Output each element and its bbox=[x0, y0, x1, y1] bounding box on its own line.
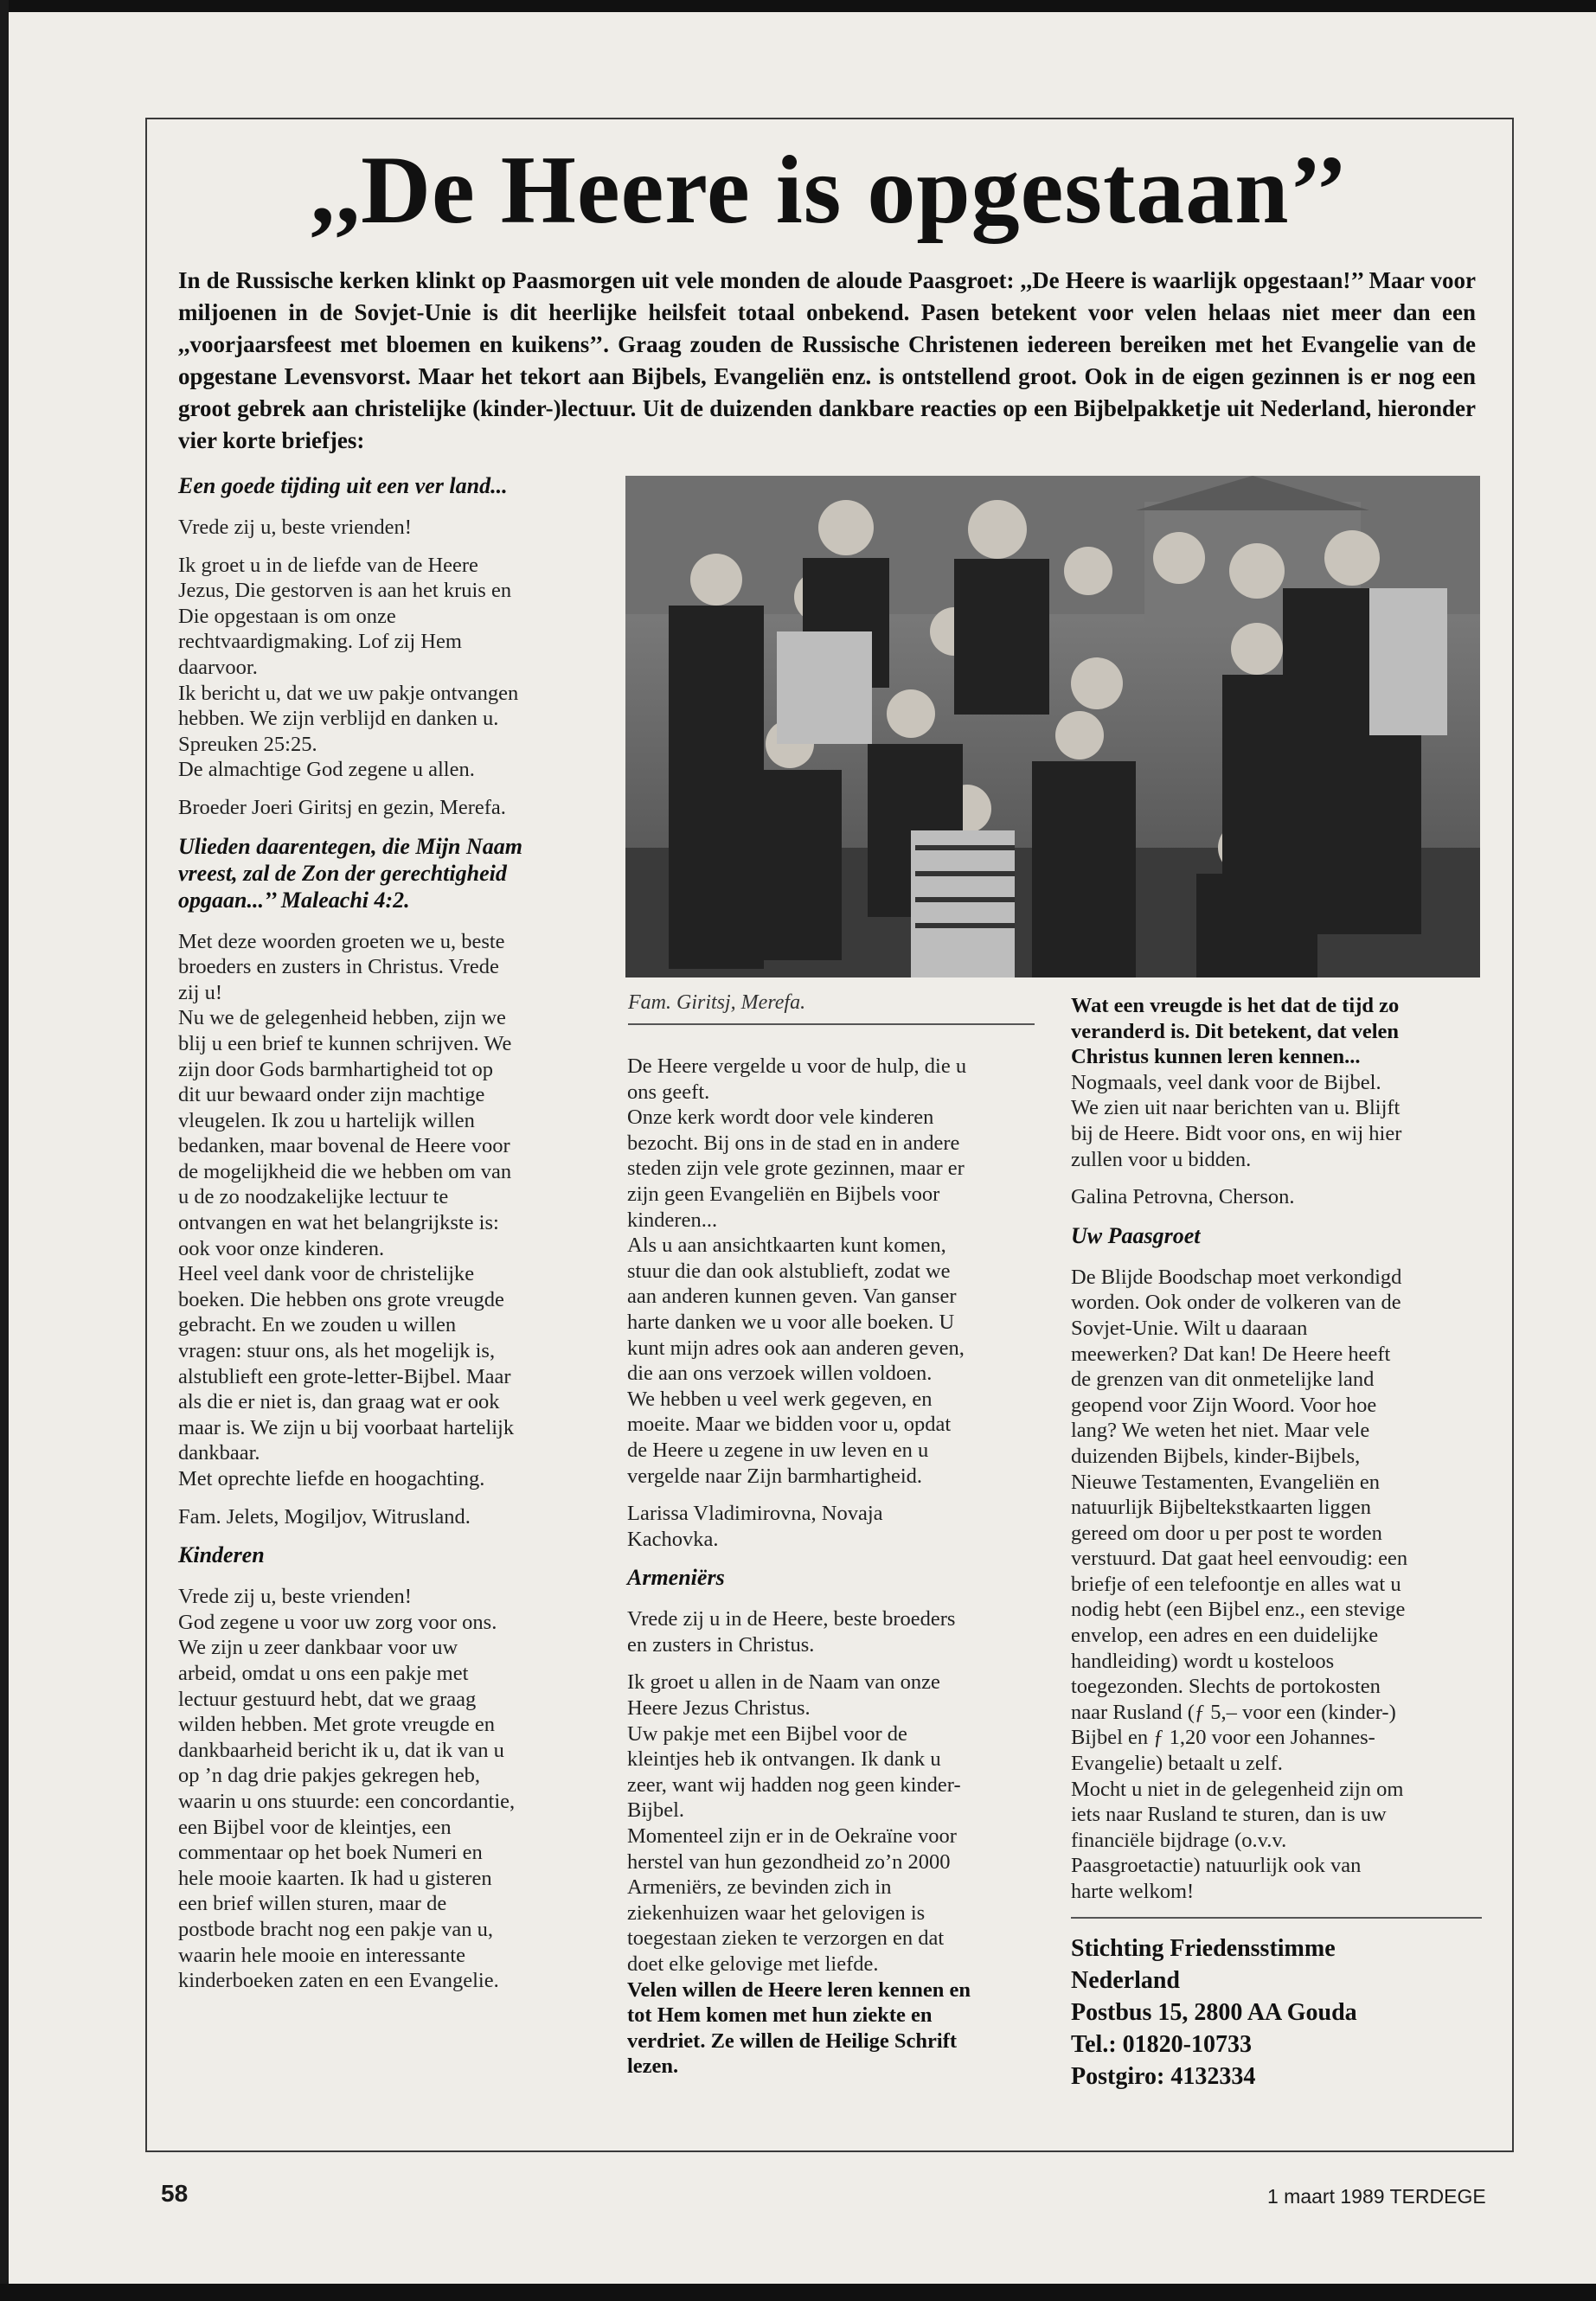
letter-1-signature: Broeder Joeri Giritsj en gezin, Merefa. bbox=[178, 795, 506, 819]
issue-info: 1 maart 1989 TERDEGE bbox=[1267, 2185, 1486, 2208]
letter-4-closing: Nogmaals, veel dank voor de Bijbel. We zien uit naar berichten van u. Blijft bij de Heere. Bidt voor ons, en wij hier zullen voor u bidden. bbox=[1071, 1070, 1402, 1171]
article-title: ,,De Heere is opgestaan’’ bbox=[311, 137, 1349, 244]
appeal-body: De Blijde Boodschap moet verkondigd worden. Ook onder de volkeren van de Sovjet-Unie. Wilt u daaraan meewerken? Dat kan! De Heere heeft de grenzen van dit onmetelijke land geopend voor Zijn Woord. Voor hoe lang? We weten het niet. Maar vele duizenden Bijbels, kinder-Bijbels, Nieuwe Testamenten, Evangeliën en natuurlijk Bijbeltekstkaarten liggen gereed om door u per post te worden verstuurd. Dat gaat heel eenvoudig: een briefje of een telefoontje en alles wat u nodig hebt (een Bijbel enz., een stevige envelop, een adres en een duidelijke handleiding) wordt u kosteloos toegezonden. Slechts de portokosten naar Rusland (ƒ 5,– voor een (kinder-) Bijbel en ƒ 1,20 voor een Johannes- Evangelie) betaalt u zelf. Mocht u niet in de gelegenheid zijn om iets naar Rusland te sturen, dan is uw financiële bijdrage (o.v.v. Paasgroetactie) natuurlijk ook van harte welkom! bbox=[1071, 1265, 1408, 1903]
address-divider bbox=[1071, 1917, 1482, 1919]
letter-4-signature: Galina Petrovna, Cherson. bbox=[1071, 1185, 1295, 1209]
photo-caption: Fam. Giritsj, Merefa. bbox=[628, 991, 1035, 1025]
letter-1-heading: Een goede tijding uit een ver land... bbox=[178, 473, 508, 498]
letter-2-body: Met deze woorden groeten we u, beste broeders en zusters in Christus. Vrede zij u! Nu we de gelegenheid hebben, zijn we blij u een brief te kunnen schrijven. We zijn door Gods barmhartigheid tot op dit uur bewaard onder zijn machtige vleugelen. Ik zou u hartelijk willen bedanken, maar bovenal de Heere voor de mogelijkheid die we hebben om van u de zo noodzakelijke lectuur te ontvangen en wat het belangrijkste is: ook voor onze kinderen. Heel veel dank voor de christelijke boeken. Die hebben ons grote vreugde gebracht. En we zouden u willen vragen: stuur ons, als het mogelijk is, alstublieft een grote-letter-Bijbel. Maar als die er niet is, dan graag wat er ook maar is. We zijn u bij voorbaat hartelijk dankbaar. Met oprechte liefde en hoogachting. bbox=[178, 929, 515, 1490]
letter-4-body: Ik groet u allen in de Naam van onze Heere Jezus Christus. Uw pakje met een Bijbel voor de kleintjes heb ik ontvangen. Ik dank u zeer, want wij hadden nog geen kinder- Bijbel. Momenteel zijn er in de Oekraïne voor herstel van hun gezondheid zo’n 2000 Armeniërs, ze bevinden zich in ziekenhuizen waar het gelovigen is toegestaan zieken te verzorgen en dat doet elke gelovige met liefde. bbox=[627, 1670, 961, 1976]
letter-3-signature: Larissa Vladimirovna, Novaja Kachovka. bbox=[627, 1502, 883, 1551]
column-3 bbox=[1071, 993, 1482, 2105]
letter-4-greeting: Vrede zij u in de Heere, beste broeders en zusters in Christus. bbox=[627, 1607, 956, 1657]
column-2 bbox=[627, 1054, 1038, 2092]
contact-address: Stichting Friedensstimme Nederland Postbus 15, 2800 AA Gouda Tel.: 01820-10733 Postgiro: 4132334 bbox=[1071, 1934, 1357, 2090]
letter-1-greeting: Vrede zij u, beste vrienden! bbox=[178, 516, 412, 539]
scan-edge-left bbox=[0, 0, 9, 2301]
letter-2-heading: Ulieden daarentegen, die Mijn Naam vreest, zal de Zon der gerechtigheid opgaan...’’ Maleachi 4:2. bbox=[178, 833, 522, 913]
letter-4-closing-emphasis: Wat een vreugde is het dat de tijd zo veranderd is. Dit betekent, dat velen Christus kunnen leren kennen... bbox=[1071, 994, 1400, 1069]
scan-edge-top bbox=[0, 0, 1596, 12]
letter-4-emphasis: Velen willen de Heere leren kennen en tot Hem komen met hun ziekte en verdriet. Ze willen de Heilige Schrift lezen. bbox=[627, 1977, 971, 2079]
scan-edge-bottom bbox=[0, 2284, 1596, 2301]
family-photo bbox=[625, 476, 1480, 977]
page-number: 58 bbox=[161, 2180, 189, 2207]
appeal-heading: Uw Paasgroet bbox=[1071, 1222, 1201, 1248]
column-1 bbox=[178, 472, 585, 2006]
article-intro: In de Russische kerken klinkt op Paasmorgen uit vele monden de aloude Paasgroet: ,,De Heere is waarlijk opgestaan!’’ Maar voor miljoenen in de Sovjet-Unie is dit heerlijke heilsfeit totaal onbekend. Pasen betekent voor velen helaas niet meer dan een ,,voorjaarsfeest met bloemen en kuikens’’. Graag zouden de Russische Christenen iedereen bereiken met het Evangelie van de opgestane Levensvorst. Maar het tekort aan Bijbels, Evangeliën enz. is ontstellend groot. Ook in de eigen gezinnen is er nog een groot gebrek aan christelijke (kinder-)lectuur. Uit de duizenden dankbare reacties op een Bijbelpakketje uit Nederland, hieronder vier korte briefjes: bbox=[178, 267, 1476, 453]
letter-3-continued: De Heere vergelde u voor de hulp, die u ons geeft. Onze kerk wordt door vele kinderen bezocht. Bij ons in de stad en in andere steden zijn vele grote gezinnen, maar er zijn geen Evangeliën en Bijbels voor kinderen... Als u aan ansichtkaarten kunt komen, stuur die dan ook alstublieft, zodat we aan anderen kunnen geven. Van ganser harte danken we u voor alle boeken. U kunt mijn adres ook aan anderen geven, die aan ons verzoek willen voldoen. We hebben u veel werk gegeven, en moeite. Maar we bidden voor u, opdat de Heere u zegene in uw leven en u vergelde naar Zijn barmhartigheid. bbox=[627, 1054, 967, 1488]
letter-3-body: Vrede zij u, beste vrienden! God zegene u voor uw zorg voor ons. We zijn u zeer dankbaar voor uw arbeid, omdat u ons een pakje met lectuur gestuurd hebt, dat we graag wilden hebben. Met grote vreugde en dankbaarheid bericht ik u, dat ik van u op ’n dag drie pakjes gekregen heb, waarin u ons stuurde: een concordantie, een Bijbel voor de kleintjes, een commentaar op het boek Numeri en hele mooie kaarten. Ik had u gisteren een brief willen sturen, maar de postbode bracht nog een pakje van u, waarin hele mooie en interessante kinderboeken zaten en een Evangelie. bbox=[178, 1585, 516, 1993]
letter-1-body: Ik groet u in de liefde van de Heere Jezus, Die gestorven is aan het kruis en Die opgestaan is om onze rechtvaardigmaking. Lof zij Hem daarvoor. Ik bericht u, dat we uw pakje ontvangen hebben. We zijn verblijd en danken u. Spreuken 25:25. De almachtige God zegene u allen. bbox=[178, 553, 519, 782]
letter-3-heading: Kinderen bbox=[178, 1542, 265, 1568]
letter-2-signature: Fam. Jelets, Mogiljov, Witrusland. bbox=[178, 1504, 471, 1529]
letter-4-heading: Armeniërs bbox=[627, 1565, 725, 1591]
